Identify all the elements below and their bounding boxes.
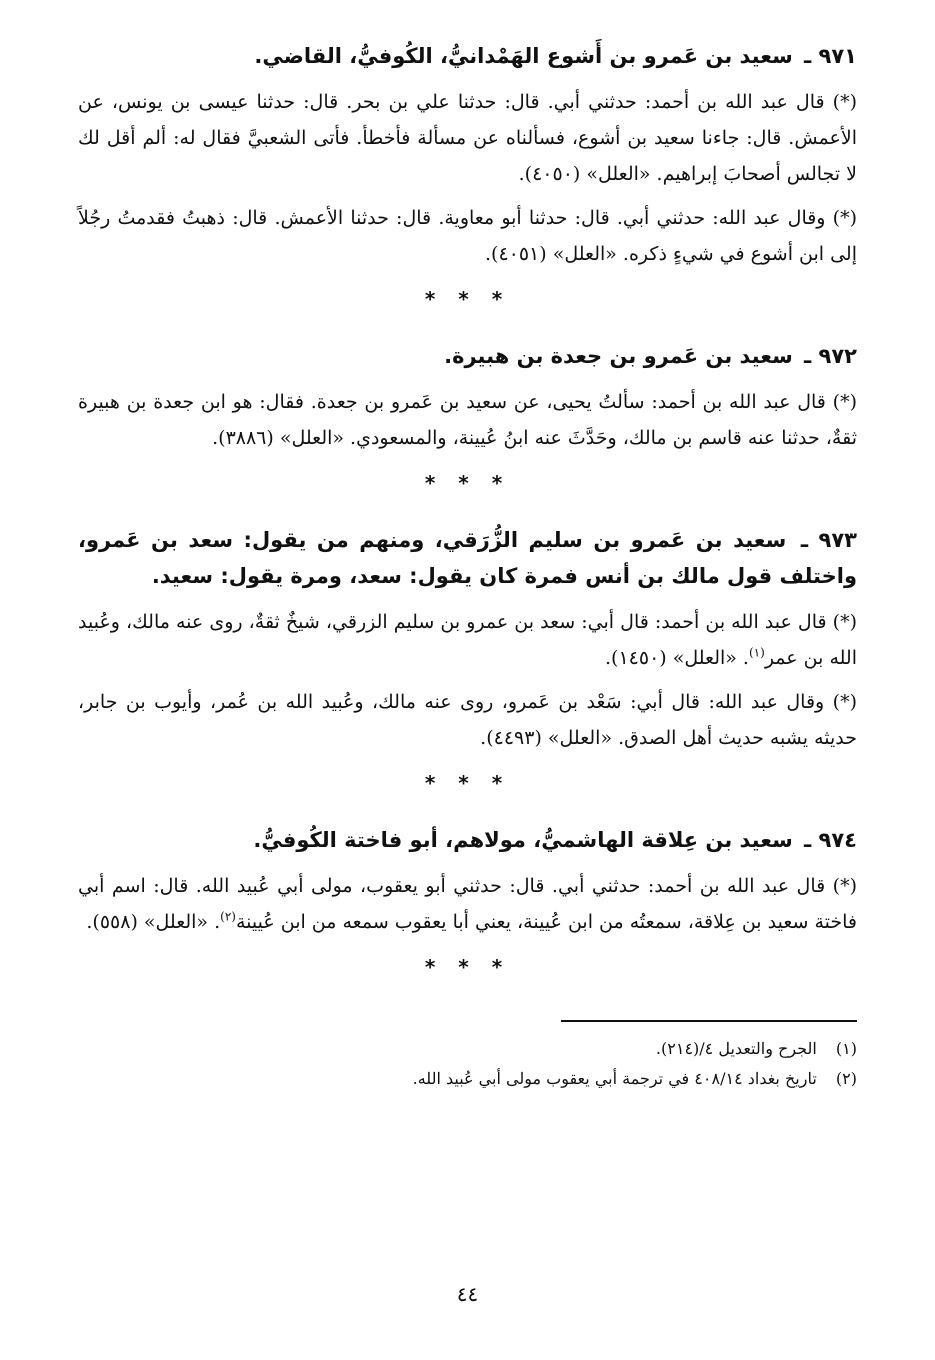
narration-paragraph xyxy=(78,604,857,676)
narration-citation: . «العلل» (١٤٥٠). xyxy=(605,647,749,669)
narration-paragraph: (*) قال عبد الله بن أحمد: سألتُ يحيى، عن سعيد بن عَمرو بن جعدة. فقال: هو ابن جعدة بن هبيرة ثقةٌ، حدثنا عنه قاسم بن مالك، وحَدَّثَ عنه ابنُ عُيينة، والمسعودي. «العلل» (٣٨٨٦). xyxy=(78,391,857,449)
narration-text: (*) قال عبد الله بن أحمد: قال أبي: سعد بن عمرو بن سليم الزرقي، شيخٌ ثقةٌ، روى عنه مالك، وعُبيد الله بن عمر xyxy=(78,611,857,669)
footnotes xyxy=(78,1034,857,1094)
entry-number: ٩٧٣ ـ xyxy=(800,528,857,552)
entry-number: ٩٧٢ ـ xyxy=(804,344,857,368)
narration-paragraph: (*) قال عبد الله بن أحمد: حدثني أبي. قال: حدثنا علي بن بحر. قال: حدثنا عيسى بن يونس، عن الأعمش. قال: جاءنا سعيد بن أشوع، فسألناه عن مسألة فأخطأ. فأتى الشعبيَّ فقال له: ألم أقل لك لا تجالس أصحابَ إبراهيم. «العلل» (٤٠٥٠). xyxy=(78,91,857,185)
entry-heading xyxy=(78,822,857,858)
section-separator: * * * xyxy=(424,955,511,979)
entry-title: سعيد بن عِلاقة الهاشميُّ، مولاهم، أبو فاختة الكُوفيُّ. xyxy=(253,828,793,852)
section-separator: * * * xyxy=(424,287,511,311)
entry-heading xyxy=(78,522,857,594)
entry-972 xyxy=(78,338,857,456)
footnote-divider xyxy=(561,1020,857,1022)
narration-citation: . «العلل» (٥٥٨). xyxy=(86,911,221,933)
entry-number: ٩٧٤ ـ xyxy=(804,828,857,852)
footnote-ref-2[interactable]: (٢) xyxy=(220,909,236,924)
footnote-2 xyxy=(78,1064,857,1094)
footnote-1 xyxy=(78,1034,857,1064)
footnote-text: تاريخ بغداد ٤٠٨/١٤ في ترجمة أبي يعقوب مولى أبي عُبيد الله. xyxy=(412,1069,817,1088)
narration-paragraph: (*) وقال عبد الله: قال أبي: سَعْد بن عَمرو، روى عنه مالك، وعُبيد الله بن عُمر، وأيوب بن جابر، حديثه يشبه حديث أهل الصدق. «العلل» (٤٤٩٣). xyxy=(78,691,857,749)
entry-971 xyxy=(78,38,857,272)
footnote-number: (١) xyxy=(835,1039,857,1058)
narration-paragraph xyxy=(78,868,857,940)
entry-title: سعيد بن عَمرو بن جعدة بن هبيرة. xyxy=(444,344,793,368)
footnote-number: (٢) xyxy=(835,1069,857,1088)
section-separator: * * * xyxy=(424,771,511,795)
entry-973 xyxy=(78,522,857,756)
entry-number: ٩٧١ ـ xyxy=(804,44,857,68)
footnote-ref-1[interactable]: (١) xyxy=(748,645,765,660)
entry-title: سعيد بن عَمرو بن أَشوع الهَمْدانيُّ، الكُوفيُّ، القاضي. xyxy=(254,44,793,68)
entry-title: سعيد بن عَمرو بن سليم الزُّرَقي، ومنهم من يقول: سعد بن عَمرو، واختلف قول مالك بن أنس فمرة كان يقول: سعد، ومرة يقول: سعيد. xyxy=(78,528,857,588)
entry-974 xyxy=(78,822,857,940)
entry-heading xyxy=(78,338,857,374)
narration-text: (*) قال عبد الله بن أحمد: حدثني أبي. قال: حدثني أبو يعقوب، مولى أبي عُبيد الله. قال: اسم أبي فاختة سعيد بن عِلاقة، سمعتُه من ابن عُيينة، يعني أبا يعقوب سمعه من ابن عُيينة xyxy=(78,875,857,933)
entry-heading xyxy=(78,38,857,74)
section-separator: * * * xyxy=(424,471,511,495)
footnote-text: الجرح والتعديل ٤/(٢١٤). xyxy=(655,1039,817,1058)
page-number: ٤٤ xyxy=(456,1282,479,1306)
narration-paragraph: (*) وقال عبد الله: حدثني أبي. قال: حدثنا أبو معاوية. قال: حدثنا الأعمش. قال: ذهبتُ فقدمتُ رجُلاً إلى ابن أشوع في شيءٍ ذكره. «العلل» (٤٠٥١). xyxy=(78,207,857,265)
